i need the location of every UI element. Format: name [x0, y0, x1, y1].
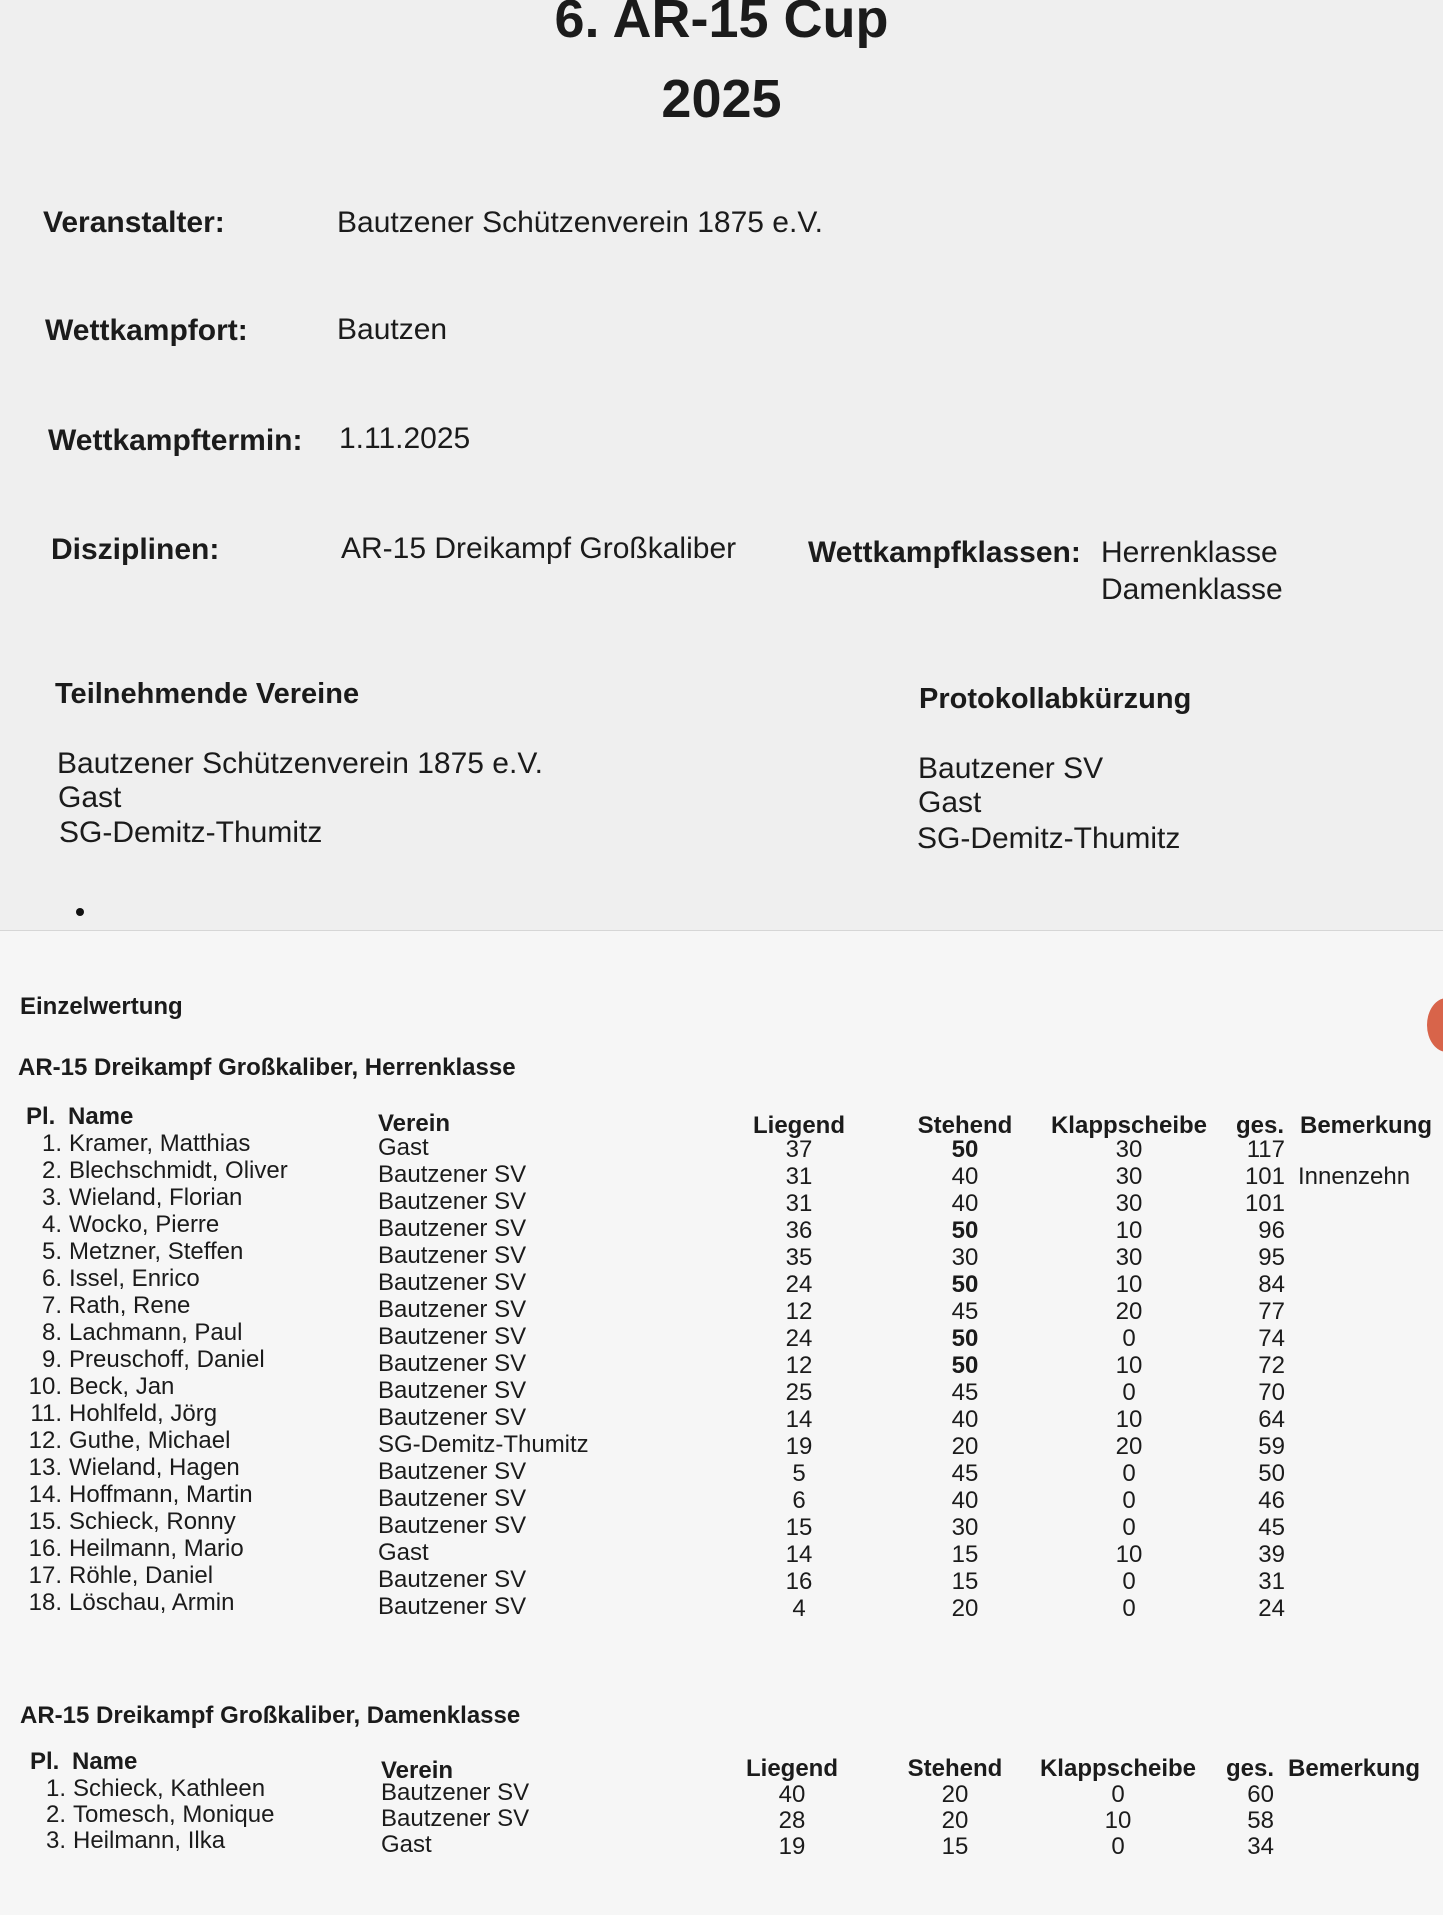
herren-row-6-klapp: 10 [1115, 1271, 1143, 1298]
damen-row-1-verein: Bautzener SV [381, 1779, 530, 1806]
herren-row-3-klapp: 30 [1115, 1190, 1143, 1217]
herren-row-15-name: Schieck, Ronny [69, 1508, 236, 1535]
disziplinen-value: AR-15 Dreikampf Großkaliber [341, 532, 737, 565]
herren-row-7-stehend: 45 [951, 1298, 979, 1325]
herren-row-11-stehend: 40 [951, 1406, 979, 1433]
herren-row-12-pl: 12. [28, 1427, 62, 1454]
herren-row-7-pl: 7. [41, 1292, 62, 1319]
herren-row-2-verein: Bautzener SV [378, 1161, 527, 1188]
herren-row-1-ges: 117 [1246, 1136, 1285, 1163]
damen-row-1-ges: 60 [1247, 1781, 1274, 1808]
damen-row-1-stehend: 20 [941, 1781, 969, 1808]
damen-header-klappscheibe: Klappscheibe [1039, 1755, 1197, 1782]
herren-row-6-name: Issel, Enrico [69, 1265, 200, 1292]
herren-row-12-klapp: 20 [1115, 1433, 1143, 1460]
herren-row-7-verein: Bautzener SV [378, 1296, 527, 1323]
herren-row-18-name: Löschau, Armin [69, 1589, 235, 1616]
herren-row-13-pl: 13. [28, 1454, 62, 1481]
herren-row-9-name: Preuschoff, Daniel [69, 1346, 265, 1373]
herren-row-3-pl: 3. [41, 1184, 62, 1211]
herren-row-13-name: Wieland, Hagen [69, 1454, 240, 1481]
herren-row-15-ges: 45 [1258, 1514, 1285, 1541]
herren-row-7-ges: 77 [1258, 1298, 1285, 1325]
veranstalter-value: Bautzener Schützenverein 1875 e.V. [337, 206, 823, 239]
damen-row-3-klapp: 0 [1111, 1833, 1125, 1860]
herren-row-18-verein: Bautzener SV [378, 1593, 527, 1620]
paper-fold-line [0, 930, 1443, 931]
herren-header-ges: ges. [1236, 1112, 1285, 1139]
termin-label: Wettkampftermin: [48, 424, 303, 457]
herren-row-12-name: Guthe, Michael [69, 1427, 231, 1454]
herren-row-14-stehend: 40 [951, 1487, 979, 1514]
damen-row-2-verein: Bautzener SV [381, 1805, 530, 1832]
herren-row-15-verein: Bautzener SV [378, 1512, 527, 1539]
herren-row-14-verein: Bautzener SV [378, 1485, 527, 1512]
herren-row-13-klapp: 0 [1122, 1460, 1136, 1487]
herren-row-8-pl: 8. [41, 1319, 62, 1346]
herren-header-pl: Pl. [26, 1103, 56, 1130]
herren-row-4-verein: Bautzener SV [378, 1215, 527, 1242]
herren-row-7-klapp: 20 [1115, 1298, 1143, 1325]
herren-row-16-verein: Gast [378, 1539, 429, 1566]
vereine-heading: Teilnehmende Vereine [55, 678, 360, 710]
herren-row-8-name: Lachmann, Paul [69, 1319, 243, 1346]
herren-row-10-ges: 70 [1258, 1379, 1285, 1406]
damen-row-2-name: Tomesch, Monique [73, 1801, 275, 1828]
herren-header-verein: Verein [378, 1110, 451, 1137]
herren-row-13-liegend: 5 [792, 1460, 806, 1487]
herren-row-18-ges: 24 [1258, 1595, 1285, 1622]
herren-row-14-ges: 46 [1258, 1487, 1285, 1514]
herren-row-1-pl: 1. [41, 1130, 62, 1157]
herren-row-14-klapp: 0 [1122, 1487, 1136, 1514]
verein-item-2: Gast [58, 781, 122, 814]
herren-row-3-name: Wieland, Florian [69, 1184, 243, 1211]
herren-row-10-pl: 10. [28, 1373, 62, 1400]
herren-row-4-liegend: 36 [785, 1217, 813, 1244]
verein-item-3: SG-Demitz-Thumitz [59, 816, 323, 849]
herren-row-1-stehend: 50 [951, 1136, 979, 1163]
herren-row-11-verein: Bautzener SV [378, 1404, 527, 1431]
herren-row-17-liegend: 16 [785, 1568, 813, 1595]
herren-row-8-stehend: 50 [951, 1325, 979, 1352]
herren-row-4-ges: 96 [1258, 1217, 1285, 1244]
termin-value: 1.11.2025 [339, 422, 471, 455]
herren-row-8-klapp: 0 [1122, 1325, 1136, 1352]
herren-row-6-ges: 84 [1258, 1271, 1285, 1298]
herren-row-15-stehend: 30 [951, 1514, 979, 1541]
herren-row-1-name: Kramer, Matthias [69, 1130, 251, 1157]
herren-row-12-verein: SG-Demitz-Thumitz [378, 1431, 589, 1458]
herren-row-16-name: Heilmann, Mario [69, 1535, 244, 1562]
herren-row-11-pl: 11. [30, 1400, 62, 1427]
herren-row-18-klapp: 0 [1122, 1595, 1136, 1622]
herren-row-14-name: Hoffmann, Martin [69, 1481, 253, 1508]
damen-row-3-liegend: 19 [778, 1833, 806, 1860]
damen-row-3-ges: 34 [1247, 1833, 1274, 1860]
herren-row-4-klapp: 10 [1115, 1217, 1143, 1244]
herren-row-10-verein: Bautzener SV [378, 1377, 527, 1404]
herren-row-5-liegend: 35 [785, 1244, 813, 1271]
herren-row-2-bem: Innenzehn [1298, 1163, 1411, 1190]
herren-row-17-name: Röhle, Daniel [69, 1562, 214, 1589]
herren-row-3-ges: 101 [1244, 1190, 1285, 1217]
ort-label: Wettkampfort: [45, 314, 248, 347]
damen-row-3-name: Heilmann, Ilka [73, 1827, 226, 1854]
abkuerzung-heading: Protokollabkürzung [919, 683, 1192, 715]
herren-row-9-stehend: 50 [951, 1352, 979, 1379]
herren-row-1-klapp: 30 [1115, 1136, 1143, 1163]
herren-row-7-liegend: 12 [785, 1298, 813, 1325]
herren-row-12-ges: 59 [1258, 1433, 1285, 1460]
damen-row-2-liegend: 28 [778, 1807, 806, 1834]
herren-row-13-verein: Bautzener SV [378, 1458, 527, 1485]
herren-row-9-verein: Bautzener SV [378, 1350, 527, 1377]
herren-row-17-klapp: 0 [1122, 1568, 1136, 1595]
einzelwertung-heading: Einzelwertung [20, 993, 183, 1020]
herren-row-14-pl: 14. [28, 1481, 62, 1508]
herren-row-17-ges: 31 [1258, 1568, 1285, 1595]
damen-title: AR-15 Dreikampf Großkaliber, Damenklasse [20, 1702, 521, 1729]
damen-row-3-verein: Gast [381, 1831, 432, 1858]
herren-row-17-pl: 17. [28, 1562, 62, 1589]
herren-row-5-name: Metzner, Steffen [69, 1238, 244, 1265]
herren-title: AR-15 Dreikampf Großkaliber, Herrenklasse [18, 1054, 516, 1081]
damen-row-3-stehend: 15 [941, 1833, 969, 1860]
herren-row-11-name: Hohlfeld, Jörg [69, 1400, 218, 1427]
damen-header-liegend: Liegend [745, 1755, 838, 1782]
veranstalter-label: Veranstalter: [43, 206, 225, 239]
damen-header-stehend: Stehend [907, 1755, 1003, 1782]
herren-row-2-stehend: 40 [951, 1163, 979, 1190]
bullet-dot [76, 908, 84, 916]
damen-header-bemerkung: Bemerkung [1288, 1755, 1421, 1782]
herren-row-3-liegend: 31 [785, 1190, 813, 1217]
herren-row-4-name: Wocko, Pierre [69, 1211, 220, 1238]
herren-row-18-stehend: 20 [951, 1595, 979, 1622]
herren-row-17-stehend: 15 [951, 1568, 979, 1595]
herren-row-12-stehend: 20 [951, 1433, 979, 1460]
abkuerzung-item-2: Gast [918, 786, 982, 819]
damen-header-name: Name [72, 1748, 138, 1775]
herren-row-2-name: Blechschmidt, Oliver [69, 1157, 288, 1184]
herren-row-4-stehend: 50 [951, 1217, 979, 1244]
herren-row-10-liegend: 25 [785, 1379, 813, 1406]
herren-row-3-stehend: 40 [951, 1190, 979, 1217]
damen-row-2-klapp: 10 [1104, 1807, 1132, 1834]
title-line2: 2025 [661, 69, 782, 129]
disziplinen-label: Disziplinen: [51, 533, 220, 566]
damen-row-3-pl: 3. [45, 1827, 66, 1854]
herren-row-2-pl: 2. [41, 1157, 62, 1184]
herren-row-18-pl: 18. [28, 1589, 62, 1616]
damen-row-1-name: Schieck, Kathleen [73, 1775, 266, 1802]
herren-row-15-klapp: 0 [1122, 1514, 1136, 1541]
herren-row-5-stehend: 30 [951, 1244, 979, 1271]
herren-row-3-verein: Bautzener SV [378, 1188, 527, 1215]
damen-row-1-klapp: 0 [1111, 1781, 1125, 1808]
herren-row-9-liegend: 12 [785, 1352, 813, 1379]
herren-row-16-klapp: 10 [1115, 1541, 1143, 1568]
herren-row-4-pl: 4. [41, 1211, 62, 1238]
herren-header-klappscheibe: Klappscheibe [1050, 1112, 1208, 1139]
herren-row-10-klapp: 0 [1122, 1379, 1136, 1406]
herren-row-15-pl: 15. [28, 1508, 62, 1535]
herren-row-2-liegend: 31 [785, 1163, 813, 1190]
verein-item-1: Bautzener Schützenverein 1875 e.V. [57, 747, 543, 780]
title-line1: 6. AR-15 Cup [554, 0, 889, 49]
herren-row-13-ges: 50 [1258, 1460, 1285, 1487]
damen-header-verein: Verein [381, 1757, 454, 1784]
herren-row-12-liegend: 19 [785, 1433, 813, 1460]
abkuerzung-item-1: Bautzener SV [918, 752, 1104, 785]
herren-header-liegend: Liegend [752, 1112, 845, 1139]
herren-row-2-klapp: 30 [1115, 1163, 1143, 1190]
herren-row-7-name: Rath, Rene [69, 1292, 191, 1319]
herren-row-16-ges: 39 [1258, 1541, 1285, 1568]
herren-row-15-liegend: 15 [785, 1514, 813, 1541]
herren-row-5-pl: 5. [41, 1238, 62, 1265]
abkuerzung-item-3: SG-Demitz-Thumitz [917, 822, 1181, 855]
herren-row-5-verein: Bautzener SV [378, 1242, 527, 1269]
herren-row-8-ges: 74 [1258, 1325, 1285, 1352]
herren-row-2-ges: 101 [1244, 1163, 1285, 1190]
herren-row-13-stehend: 45 [951, 1460, 979, 1487]
herren-row-10-stehend: 45 [951, 1379, 979, 1406]
damen-row-2-stehend: 20 [941, 1807, 969, 1834]
herren-row-11-klapp: 10 [1115, 1406, 1143, 1433]
herren-row-11-liegend: 14 [785, 1406, 813, 1433]
herren-row-10-name: Beck, Jan [69, 1373, 175, 1400]
herren-row-9-ges: 72 [1258, 1352, 1285, 1379]
herren-row-14-liegend: 6 [792, 1487, 806, 1514]
herren-row-9-klapp: 10 [1115, 1352, 1143, 1379]
damen-row-2-ges: 58 [1247, 1807, 1274, 1834]
herren-row-6-stehend: 50 [951, 1271, 979, 1298]
herren-row-1-liegend: 37 [785, 1136, 813, 1163]
herren-row-17-verein: Bautzener SV [378, 1566, 527, 1593]
herren-row-16-pl: 16. [28, 1535, 62, 1562]
herren-row-5-klapp: 30 [1115, 1244, 1143, 1271]
damen-header-ges: ges. [1226, 1755, 1275, 1782]
herren-row-16-stehend: 15 [951, 1541, 979, 1568]
herren-row-11-ges: 64 [1258, 1406, 1285, 1433]
herren-row-16-liegend: 14 [785, 1541, 813, 1568]
herren-row-6-verein: Bautzener SV [378, 1269, 527, 1296]
herren-row-9-pl: 9. [41, 1346, 62, 1373]
klassen-value-1: Herrenklasse [1101, 536, 1278, 569]
herren-row-6-liegend: 24 [785, 1271, 813, 1298]
ort-value: Bautzen [337, 313, 448, 346]
herren-row-5-ges: 95 [1258, 1244, 1285, 1271]
damen-header-pl: Pl. [30, 1748, 60, 1775]
damen-row-2-pl: 2. [45, 1801, 66, 1828]
herren-row-6-pl: 6. [41, 1265, 62, 1292]
herren-header-bemerkung: Bemerkung [1300, 1112, 1433, 1139]
herren-row-1-verein: Gast [378, 1134, 429, 1161]
klassen-value-2: Damenklasse [1101, 573, 1283, 606]
herren-row-8-liegend: 24 [785, 1325, 813, 1352]
herren-row-8-verein: Bautzener SV [378, 1323, 527, 1350]
herren-header-stehend: Stehend [917, 1112, 1013, 1139]
klassen-label: Wettkampfklassen: [808, 536, 1081, 569]
damen-row-1-liegend: 40 [778, 1781, 806, 1808]
herren-row-18-liegend: 4 [792, 1595, 806, 1622]
damen-row-1-pl: 1. [45, 1775, 66, 1802]
herren-header-name: Name [68, 1103, 134, 1130]
